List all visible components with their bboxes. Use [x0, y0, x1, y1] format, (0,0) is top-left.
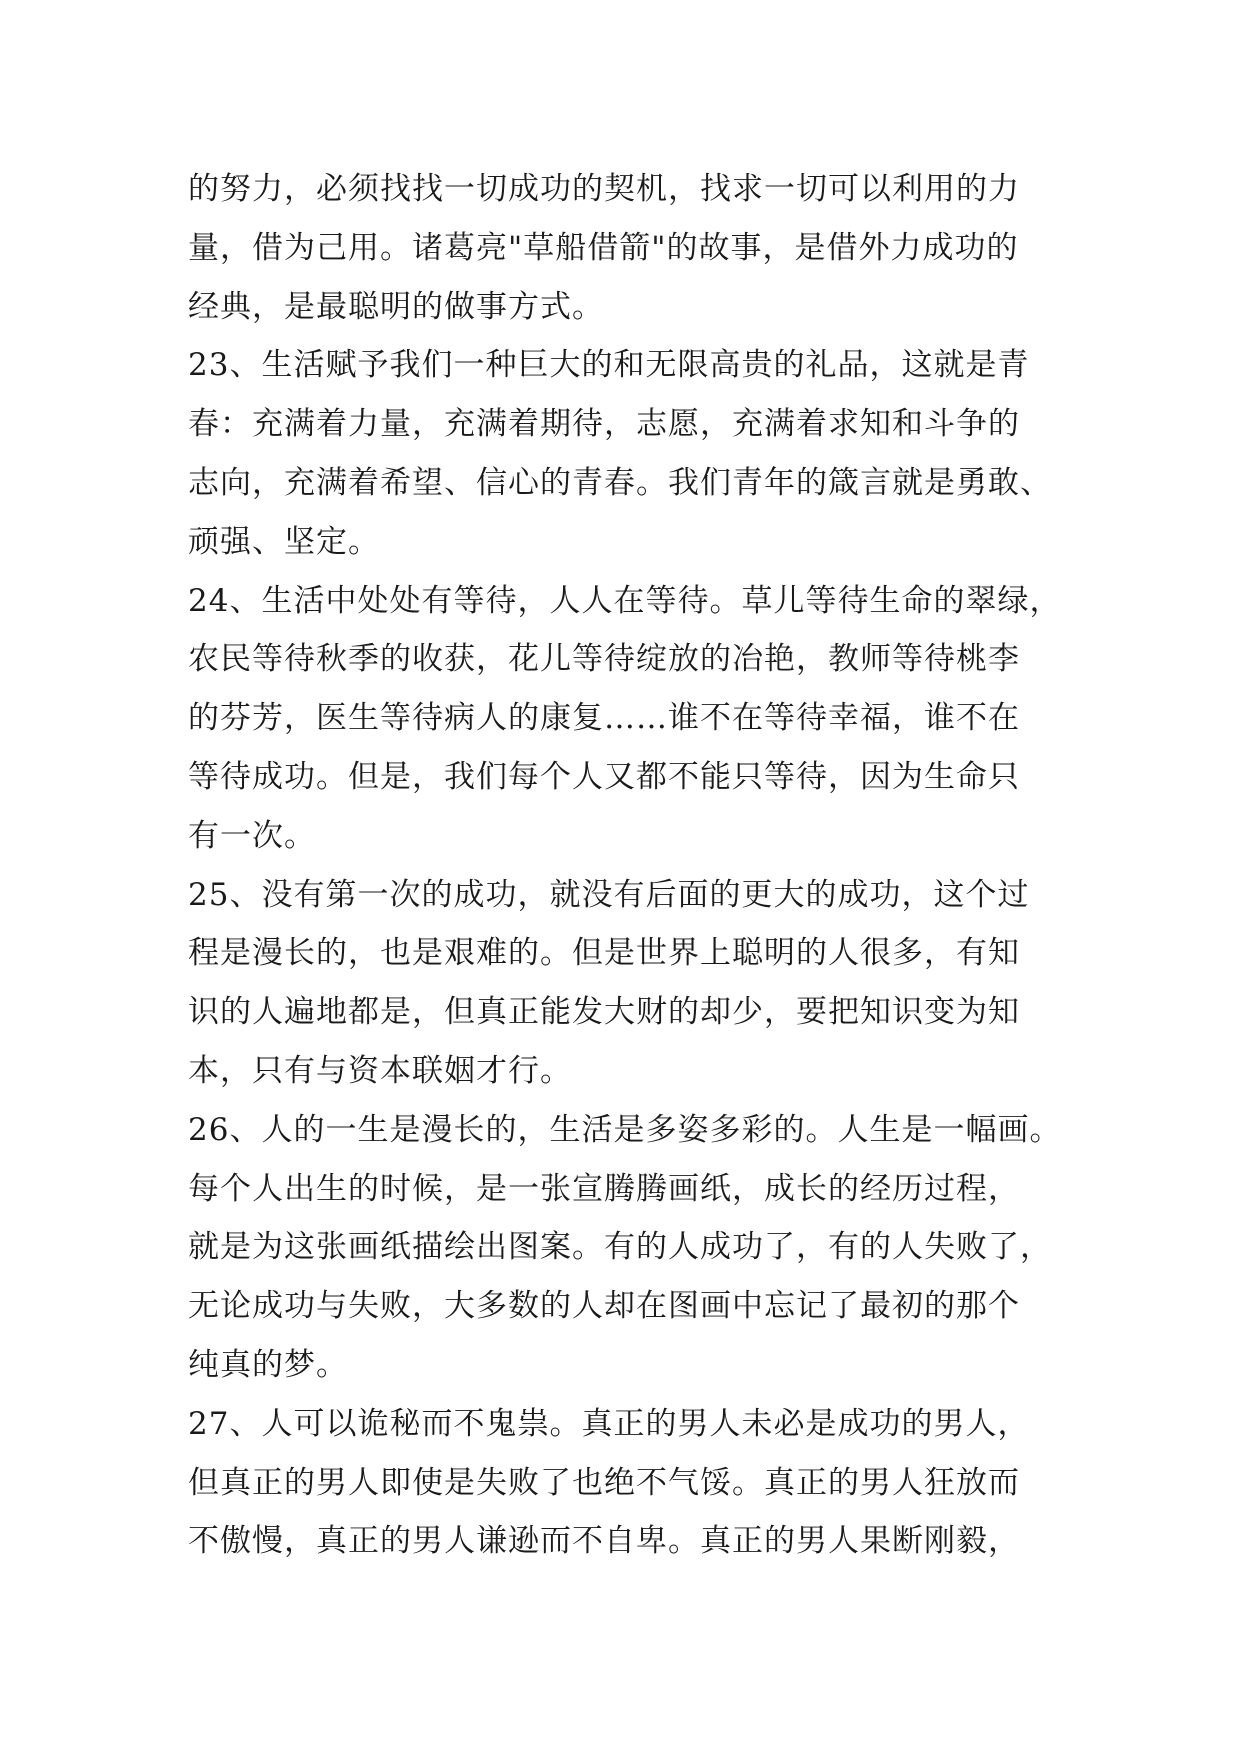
text-line: 每个人出生的时候，是一张宣腾腾画纸，成长的经历过程，	[188, 1170, 1020, 1207]
text-line: 25、没有第一次的成功，就没有后面的更大的成功，这个过	[188, 876, 1030, 913]
body-text	[188, 160, 1062, 1571]
text-line: 顽强、坚定。	[188, 523, 380, 560]
text-line: 不傲慢，真正的男人谦逊而不自卑。真正的男人果断刚毅，	[188, 1523, 1020, 1560]
text-line: 本，只有与资本联姻才行。	[188, 1052, 572, 1089]
text-line: 纯真的梦。	[188, 1346, 348, 1383]
text-line: 量，借为己用。诸葛亮"草船借箭"的故事，是借外力成功的	[188, 229, 1019, 266]
text-line: 的芬芳，医生等待病人的康复……谁不在等待幸福，谁不在	[188, 700, 1020, 737]
text-line: 春：充满着力量，充满着期待，志愿，充满着求知和斗争的	[188, 406, 1020, 443]
text-line: 23、生活赋予我们一种巨大的和无限高贵的礼品，这就是青	[188, 347, 1030, 384]
text-line: 27、人可以诡秘而不鬼祟。真正的男人未必是成功的男人，	[188, 1405, 1030, 1442]
text-line: 经典，是最聪明的做事方式。	[188, 288, 604, 325]
text-line: 的努力，必须找找一切成功的契机，找求一切可以利用的力	[188, 171, 1020, 207]
text-line: 但真正的男人即使是失败了也绝不气馁。真正的男人狂放而	[188, 1464, 1020, 1501]
text-line: 有一次。	[188, 817, 316, 854]
text-line: 等待成功。但是，我们每个人又都不能只等待，因为生命只	[188, 758, 1020, 795]
text-line: 农民等待秋季的收获，花儿等待绽放的冶艳，教师等待桃李	[188, 641, 1020, 678]
text-line: 26、人的一生是漫长的，生活是多姿多彩的。人生是一幅画。	[188, 1111, 1062, 1148]
text-line: 无论成功与失败，大多数的人却在图画中忘记了最初的那个	[188, 1288, 1020, 1325]
text-line: 程是漫长的，也是艰难的。但是世界上聪明的人很多，有知	[188, 935, 1020, 972]
text-line: 志向，充满着希望、信心的青春。我们青年的箴言就是勇敢、	[188, 464, 1052, 501]
text-line: 识的人遍地都是，但真正能发大财的却少，要把知识变为知	[188, 994, 1020, 1031]
text-line: 24、生活中处处有等待，人人在等待。草儿等待生命的翠绿，	[188, 582, 1062, 619]
text-line: 就是为这张画纸描绘出图案。有的人成功了，有的人失败了，	[188, 1229, 1052, 1266]
